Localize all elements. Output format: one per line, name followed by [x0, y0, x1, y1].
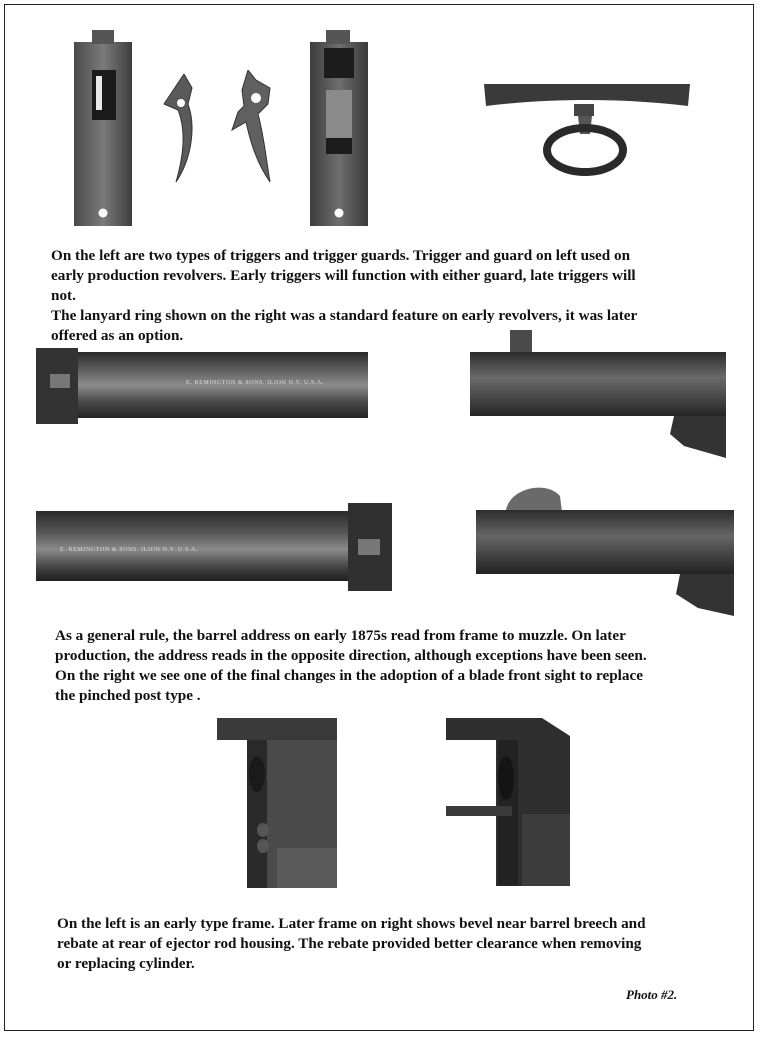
caption-line: offered as an option.	[51, 327, 184, 344]
caption-line: As a general rule, the barrel address on early 1875s read from frame to muzzle. On later	[55, 627, 626, 644]
caption-line: early production revolvers. Early triggers will function with either guard, late triggers will	[51, 267, 636, 284]
frame-early-photo	[217, 718, 337, 888]
trigger-early-photo	[162, 74, 200, 186]
trigger-guard-early-photo	[72, 30, 134, 226]
barrel-late-address-photo	[36, 503, 392, 591]
caption-frame	[57, 914, 646, 974]
barrel-blade-sight-photo	[476, 476, 734, 616]
photo-label: Photo #2.	[626, 987, 678, 1002]
caption-line: production, the address reads in the opposite direction, although exceptions have been seen.	[55, 647, 647, 664]
caption-line: The lanyard ring shown on the right was a standard feature on early revolvers, it was later	[51, 307, 638, 324]
lanyard-ring-photo	[482, 80, 692, 180]
caption-line: On the right we see one of the final changes in the adoption of a blade front sight to replace	[55, 667, 643, 684]
barrel-stamp: E. REMINGTON & SONS. ILION N.Y. U.S.A.	[186, 380, 325, 386]
frame-late-photo	[446, 718, 570, 886]
caption-triggers	[51, 246, 636, 306]
caption-line: the pinched post type .	[55, 687, 201, 704]
caption-line: not.	[51, 287, 76, 304]
trigger-guard-late-photo	[308, 30, 370, 226]
barrel-early-address-photo	[36, 348, 368, 424]
caption-line: On the left are two types of triggers and trigger guards. Trigger and guard on left used on	[51, 247, 631, 264]
caption-barrel	[55, 626, 647, 706]
barrel-stamp: E. REMINGTON & SONS. ILION N.Y. U.S.A.	[60, 547, 199, 553]
caption-line: On the left is an early type frame. Later frame on right shows bevel near barrel breech and	[57, 915, 646, 932]
barrel-post-sight-photo	[470, 330, 726, 458]
caption-line: or replacing cylinder.	[57, 955, 195, 972]
caption-line: rebate at rear of ejector rod housing. The rebate provided better clearance when removing	[57, 935, 642, 952]
trigger-late-photo	[230, 70, 274, 184]
